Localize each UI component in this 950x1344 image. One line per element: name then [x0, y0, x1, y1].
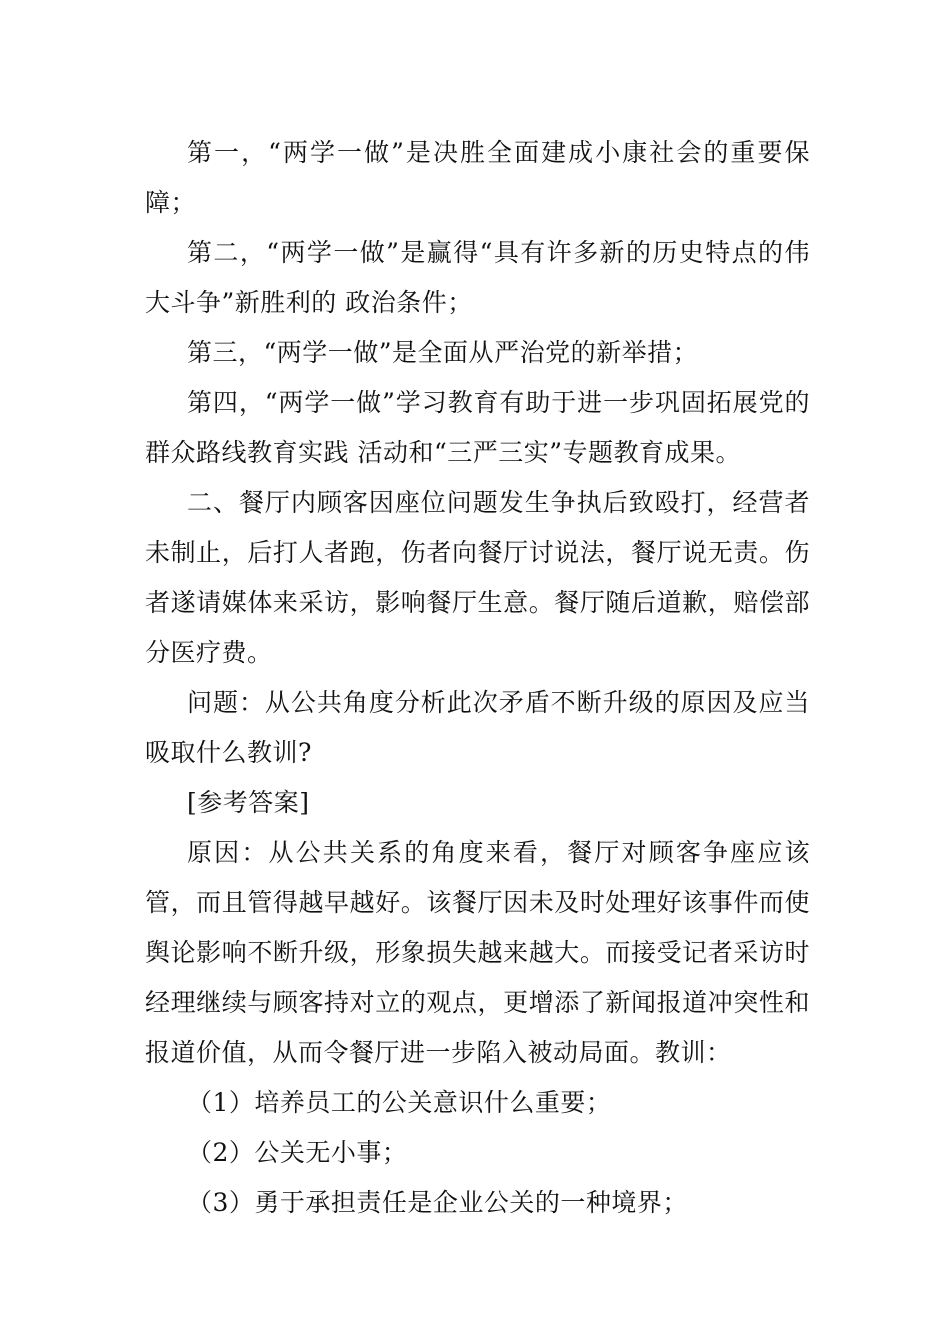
- paragraph-lesson-one: （1）培养员工的公关意识什么重要；: [187, 1088, 612, 1117]
- paragraph-answer-reason: 原因：从公共关系的角度来看，餐厅对顾客争座应该管，而且管得越早越好。该餐厅因未及时处理好该事件而使舆论影响不断升级，形象损失越来越大。而接受记者采访时经理继续与顾客持对立的观点，更增添了新闻报道冲突性和报道价值，从而令餐厅进一步陷入被动局面。教训：: [145, 838, 810, 1067]
- paragraph-point-one: 第一，“两学一做”是决胜全面建成小康社会的重要保障；: [145, 138, 810, 217]
- paragraph-lesson-three: （3）勇于承担责任是企业公关的一种境界；: [187, 1188, 688, 1217]
- document-body: [145, 128, 810, 1228]
- paragraph-point-three: 第三，“两学一做”是全面从严治党的新举措；: [187, 338, 699, 367]
- paragraph-case-description: 二、餐厅内顾客因座位问题发生争执后致殴打，经营者未制止，后打人者跑，伤者向餐厅讨说法，餐厅说无责。伤者遂请媒体来采访，影响餐厅生意。餐厅随后道歉，赔偿部分医疗费。: [145, 488, 810, 667]
- paragraph-question: 问题：从公共角度分析此次矛盾不断升级的原因及应当吸取什么教训?: [145, 688, 810, 767]
- paragraph-point-four: 第四，“两学一做”学习教育有助于进一步巩固拓展党的群众路线教育实践 活动和“三严三实”专题教育成果。: [145, 388, 810, 467]
- paragraph-lesson-two: （2）公关无小事；: [187, 1138, 408, 1167]
- paragraph-point-two: 第二，“两学一做”是赢得“具有许多新的历史特点的伟大斗争”新胜利的 政治条件；: [145, 238, 810, 317]
- paragraph-answer-heading: [参考答案]: [187, 788, 310, 817]
